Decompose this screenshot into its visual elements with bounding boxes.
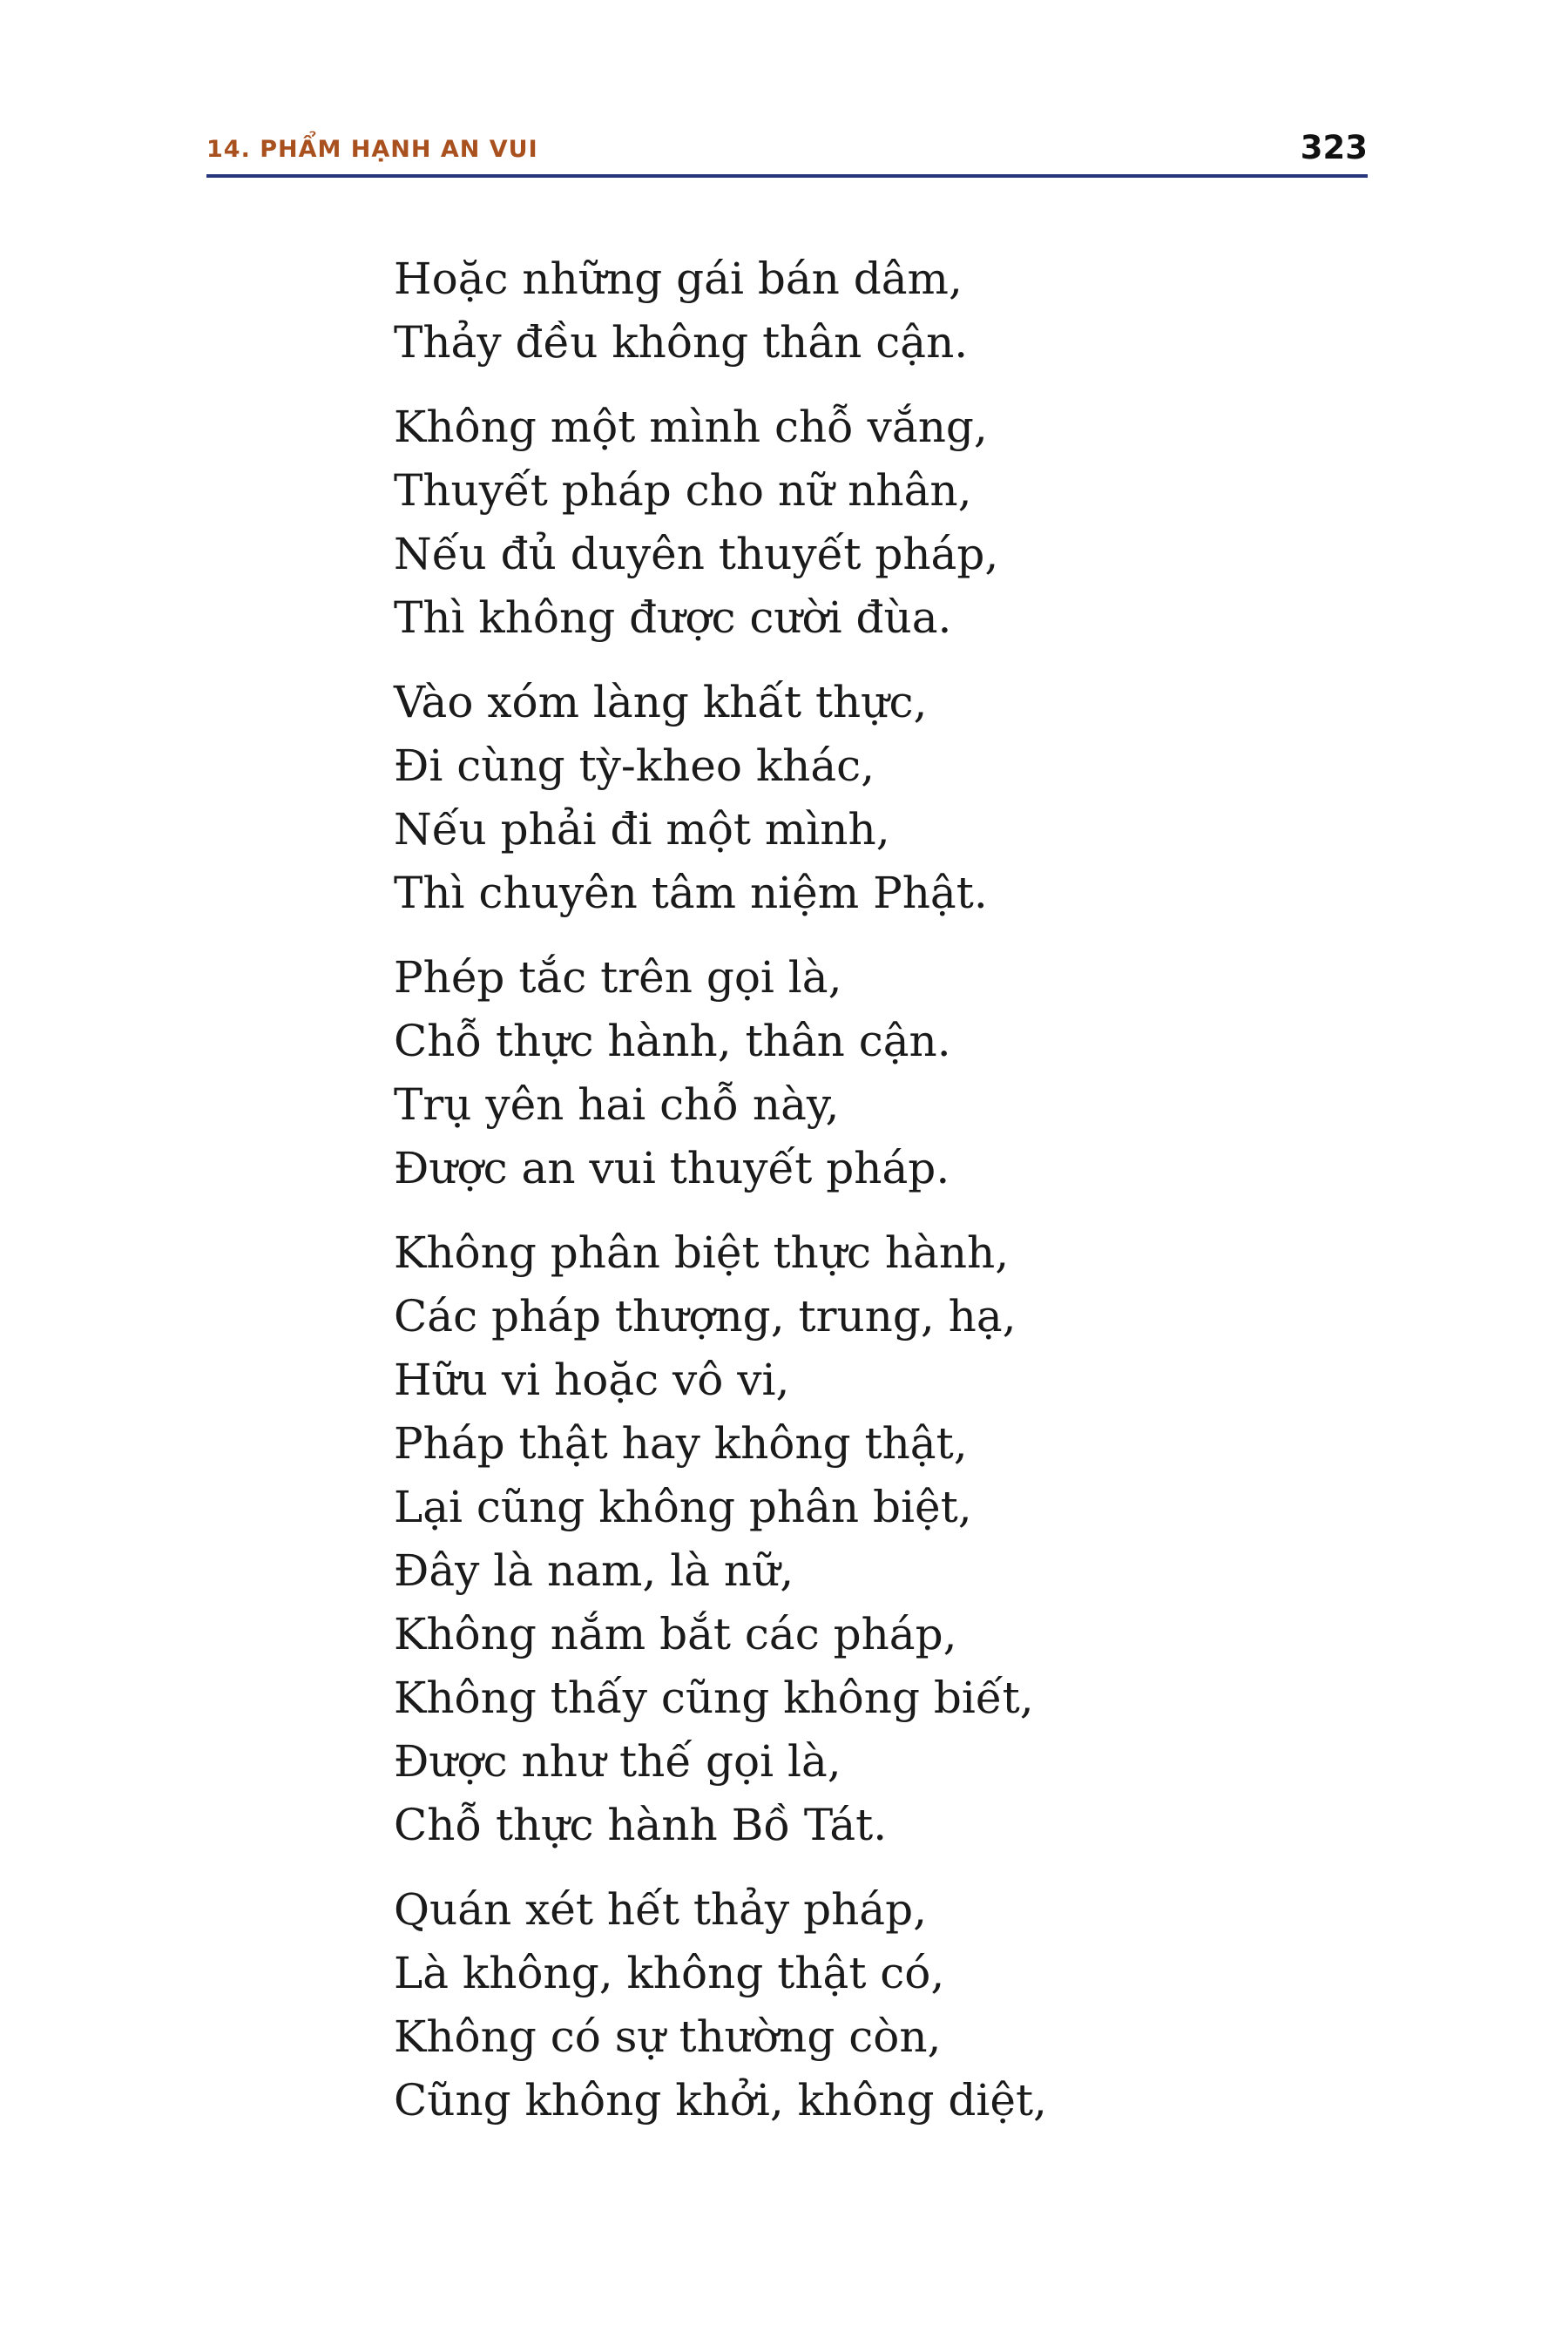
- running-header: [206, 129, 1368, 181]
- verse-line: Không phân biệt thực hành,: [394, 1227, 1010, 1278]
- chapter-title: 14. PHẨM HẠNH AN VUI: [206, 136, 538, 163]
- verse-line: Là không, không thật có,: [394, 1948, 945, 1998]
- stanza-3: [394, 671, 1352, 925]
- verse-line: Không nắm bắt các pháp,: [394, 1609, 957, 1659]
- stanza-2: [394, 395, 1352, 650]
- verse-line: Được như thế gọi là,: [394, 1736, 841, 1787]
- verse-line: Vào xóm làng khất thực,: [394, 677, 928, 727]
- page-number: 323: [1300, 129, 1368, 166]
- verse-line: Chỗ thực hành, thân cận.: [394, 1016, 951, 1066]
- verse-line: Đây là nam, là nữ,: [394, 1545, 794, 1596]
- verse-line: Trụ yên hai chỗ này,: [394, 1079, 840, 1130]
- verse-line: Pháp thật hay không thật,: [394, 1418, 968, 1469]
- header-divider: [206, 174, 1368, 178]
- verse-line: Thảy đều không thân cận.: [394, 317, 969, 368]
- verse-line: Quán xét hết thảy pháp,: [394, 1884, 927, 1935]
- verse-line: Đi cùng tỳ-kheo khác,: [394, 740, 875, 791]
- stanza-5: [394, 1221, 1352, 1857]
- verse-line: Các pháp thượng, trung, hạ,: [394, 1291, 1017, 1342]
- verse-line: Thì chuyên tâm niệm Phật.: [394, 868, 988, 918]
- verse-line: Không một mình chỗ vắng,: [394, 402, 988, 452]
- stanza-1: [394, 247, 1352, 375]
- verse-line: Thì không được cười đùa.: [394, 592, 952, 643]
- verse-line: Nếu phải đi một mình,: [394, 804, 890, 855]
- verse-line: Được an vui thuyết pháp.: [394, 1143, 950, 1193]
- stanza-4: [394, 946, 1352, 1200]
- verse-line: Hoặc những gái bán dâm,: [394, 253, 963, 304]
- verse-line: Chỗ thực hành Bồ Tát.: [394, 1800, 888, 1850]
- verse-line: Không thấy cũng không biết,: [394, 1673, 1034, 1723]
- verse-line: Nếu đủ duyên thuyết pháp,: [394, 529, 999, 579]
- verse-line: Lại cũng không phân biệt,: [394, 1482, 972, 1532]
- verse-line: Hữu vi hoặc vô vi,: [394, 1355, 790, 1405]
- verse-line: Không có sự thường còn,: [394, 2011, 942, 2062]
- stanza-6: [394, 1878, 1352, 2132]
- verse-line: Cũng không khởi, không diệt,: [394, 2075, 1047, 2126]
- verse-line: Thuyết pháp cho nữ nhân,: [394, 465, 972, 516]
- verse-body: [394, 247, 1352, 2153]
- verse-line: Phép tắc trên gọi là,: [394, 952, 842, 1003]
